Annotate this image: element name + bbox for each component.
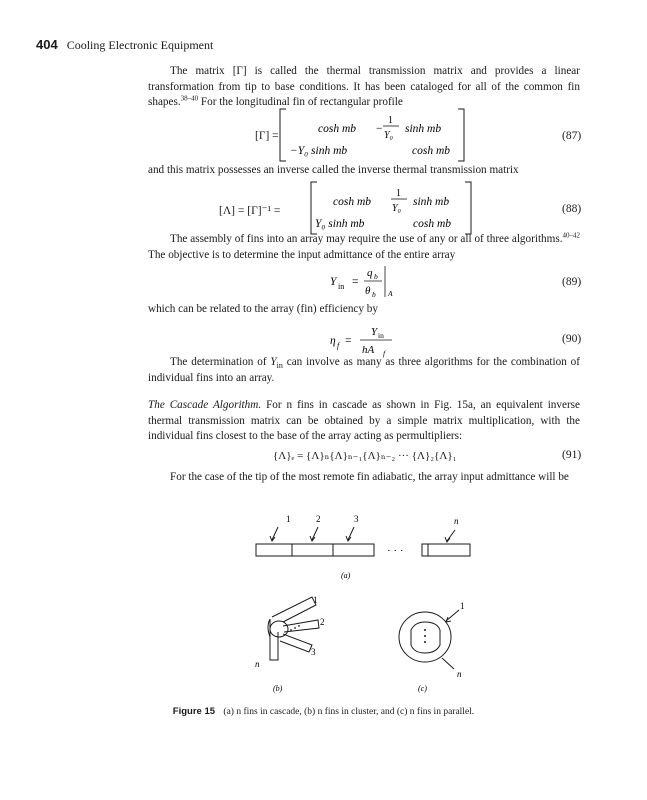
fig-c-label-n: n	[457, 669, 462, 679]
paragraph-3: The assembly of fins into an array may require the use of any or all of three algorithms.$^{40-42}$ The objective is to determine the input admittance of the entire array	[148, 231, 580, 261]
fig-a-label-n: n	[454, 516, 459, 526]
fig-a-label-3: 3	[354, 514, 359, 524]
eq89-eq: =	[352, 276, 359, 288]
eq90-lhs-sub: f	[337, 341, 340, 350]
eq89	[330, 263, 420, 299]
fig-b-sublabel: (b)	[273, 684, 283, 693]
eq90-lhs: η	[330, 335, 336, 347]
paragraph-1: The matrix [Γ] is called the thermal transmission matrix and provides a linear transformation from tip to base conditions. It has been cataloged for all of the common fin shapes.$^{38-40}$ For the longitudinal fin of rectangular profile	[148, 65, 580, 108]
paragraph-6: The Cascade Algorithm. For n fins in cascade as shown in Fig. 15a, an equivalent inverse thermal transmission matrix can be obtained by a simple matrix multiplication, with the individual fins closest to the base of the array acting as permultipliers:	[148, 399, 580, 442]
eq87-matrix	[278, 107, 468, 163]
eq91: {Λ}ₑ = {Λ}ₙ{Λ}ₙ₋₁{Λ}ₙ₋₂ ··· {Λ}₂{Λ}₁	[273, 450, 457, 462]
paragraph-2: and this matrix possesses an inverse called the inverse thermal transmission matrix	[148, 164, 519, 176]
paragraph-5: The determination of $Y_{in}$ can involve as many as three algorithms for the combination of individual fins into an array.	[148, 356, 580, 384]
figure-caption	[0, 706, 647, 717]
fig-b-label-n: n	[255, 659, 260, 669]
eq89-number: (89)	[562, 276, 582, 288]
eq87-a12-den: Y₀	[384, 130, 394, 141]
eq88-a21: Y₀ sinh mb	[315, 218, 365, 230]
figure-15	[0, 505, 647, 705]
eq88-matrix	[309, 180, 477, 236]
paragraph-4: which can be related to the array (fin) efficiency by	[148, 303, 378, 315]
section-heading: The Cascade Algorithm.	[148, 399, 262, 411]
fig-a-label-2: 2	[316, 514, 321, 524]
running-title: Cooling Electronic Equipment	[66, 38, 214, 52]
eq91-number: (91)	[562, 449, 582, 461]
fig-a-cascade	[256, 527, 470, 556]
eq88-a11: cosh mb	[333, 196, 372, 208]
eq90-num: Y	[371, 326, 378, 338]
eq88-a22: cosh mb	[413, 218, 452, 230]
eq88-a12-post: sinh mb	[413, 196, 450, 208]
citation: 40–42	[562, 231, 580, 240]
fig-c-sublabel: (c)	[418, 684, 427, 693]
fig-a-sublabel: (a)	[341, 571, 351, 580]
eq87-a11: cosh mb	[318, 123, 357, 135]
eq87-a12-sign: −	[376, 123, 383, 135]
eq87-number: (87)	[562, 130, 582, 142]
eq87-a21: −Y₀ sinh mb	[290, 145, 348, 157]
figure-label: Figure 15	[172, 706, 216, 717]
eq89-lhs: Y	[330, 276, 337, 288]
fig-b-label-3: 3	[311, 647, 316, 657]
page-header	[36, 37, 213, 53]
eq90	[330, 322, 410, 358]
eq90-eq: =	[345, 335, 352, 347]
eq87-a12-post: sinh mb	[405, 123, 442, 135]
fig-b-label-1: 1	[313, 595, 318, 605]
eq89-den-sub: b	[372, 290, 376, 299]
figure-caption-text: (a) n fins in cascade, (b) n fins in cluster, and (c) n fins in parallel.	[223, 707, 475, 717]
eq88-a12-den: Y₀	[392, 203, 402, 214]
fig-a-label-1: 1	[286, 514, 291, 524]
citation: 38–40	[180, 94, 199, 103]
eq90-number: (90)	[562, 333, 582, 345]
eq89-bar-sub: A	[388, 289, 393, 298]
eq87-a22: cosh mb	[412, 145, 451, 157]
eq90-num-sub: in	[378, 331, 384, 340]
paragraph-7: For the case of the tip of the most remote fin adiabatic, the array input admittance will be	[170, 471, 569, 483]
fig-b-label-2: 2	[320, 617, 325, 627]
eq89-den: θ	[365, 285, 371, 297]
eq88-a12-num: 1	[396, 188, 401, 199]
eq90-den: hA	[362, 344, 375, 356]
page-number: 404	[36, 37, 58, 52]
eq89-num: q	[367, 267, 373, 279]
eq87-lhs: [Γ] =	[255, 130, 279, 142]
eq90-den-sub: f	[383, 349, 386, 358]
fig-c-label-1: 1	[460, 601, 465, 611]
fig-a-dots: · · ·	[387, 545, 404, 557]
eq89-lhs-sub: in	[338, 282, 345, 291]
fig-c-parallel	[399, 610, 459, 669]
eq87-a12-num: 1	[388, 115, 393, 126]
eq88-lhs: [Λ] = [Γ]⁻¹ =	[219, 205, 281, 217]
eq88-number: (88)	[562, 203, 582, 215]
eq89-num-sub: b	[374, 272, 378, 281]
